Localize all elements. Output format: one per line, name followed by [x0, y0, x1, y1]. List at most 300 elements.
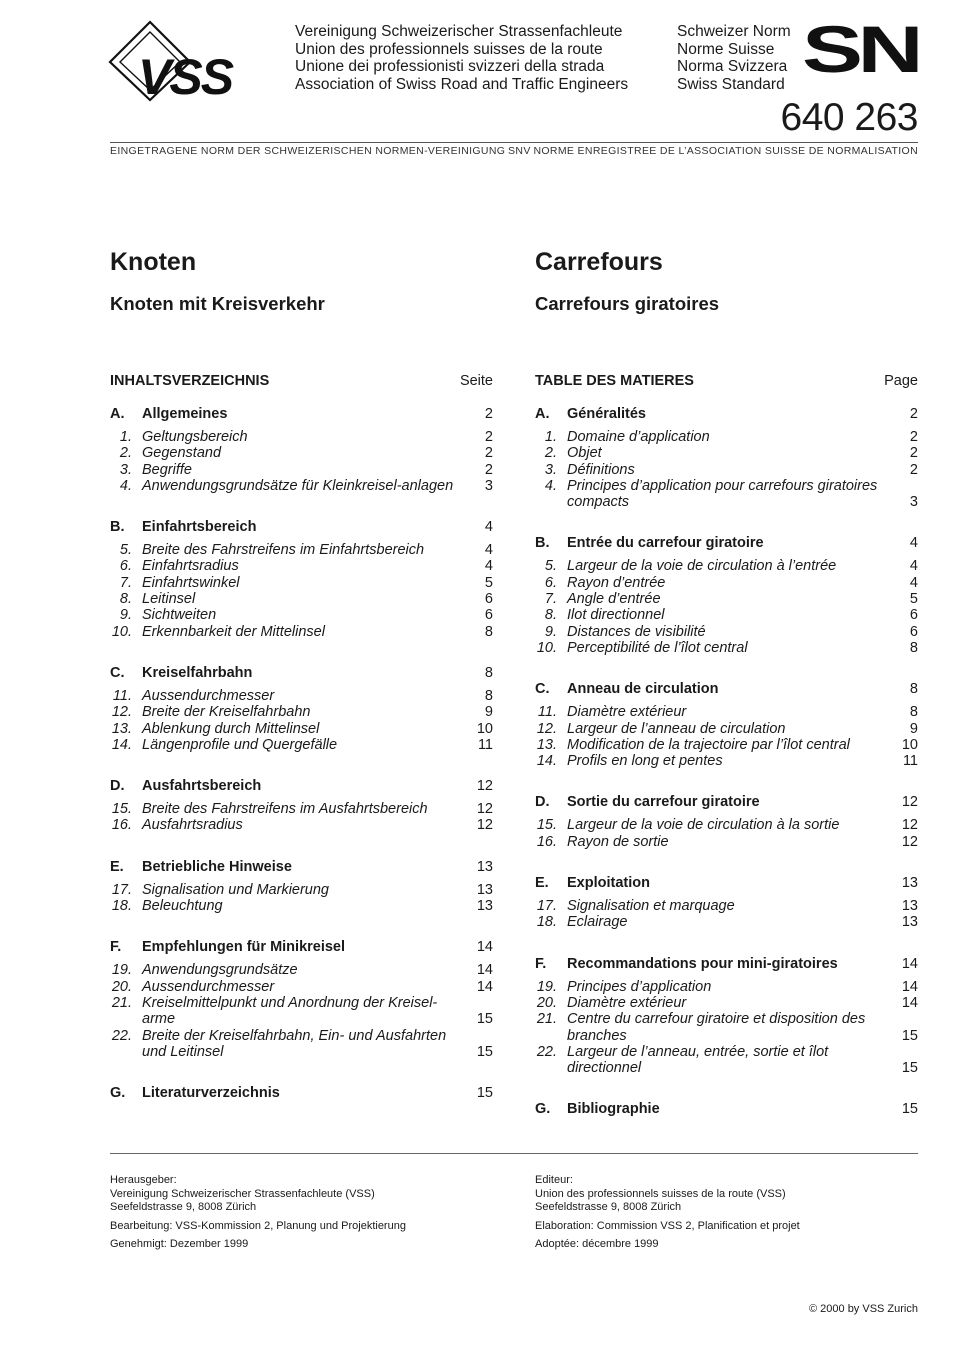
- toc-section-title: Empfehlungen für Minikreisel: [142, 939, 346, 956]
- toc-entry: [110, 462, 493, 478]
- toc-section: [110, 938, 493, 1084]
- toc-section-page: 15: [476, 1085, 493, 1102]
- section-spacer: [110, 834, 493, 858]
- toc-entry-number: 20.: [536, 994, 557, 1011]
- toc-entry-label: Geltungsbereich: [142, 429, 248, 445]
- toc-section: [535, 874, 918, 955]
- toc-entry-label: Eclairage: [567, 914, 628, 931]
- toc-entry-number: 18.: [111, 898, 132, 915]
- editing-de: Bearbeitung: VSS-Kommission 2, Planung und Projektierung: [110, 1219, 406, 1232]
- copyright: © 2000 by VSS Zurich: [809, 1303, 918, 1315]
- toc-entry-page: 15: [476, 1011, 493, 1028]
- toc-entry: [110, 898, 493, 914]
- toc-entry-page: 2: [484, 429, 493, 445]
- toc-entry: [110, 704, 493, 720]
- toc-section-page: 14: [476, 939, 493, 956]
- toc-section-heading: [110, 664, 493, 688]
- toc-section: [110, 664, 493, 777]
- sn-logo: [802, 23, 920, 75]
- toc-entry-number: 15.: [111, 801, 132, 818]
- toc-entry-page: 11: [477, 736, 493, 753]
- publisher-name-fr: Union des professionnels suisses de la route (VSS): [535, 1187, 786, 1200]
- toc-entry: [535, 591, 918, 607]
- toc-section-title: Anneau de circulation: [567, 681, 719, 698]
- toc-entry-number: 4.: [544, 477, 557, 494]
- toc-entry-page: 12: [476, 817, 493, 834]
- toc-section: [110, 1084, 493, 1108]
- sn-logo-text: SN: [802, 23, 919, 75]
- toc-entry-label: Centre du carrefour giratoire et disposition des branches: [567, 1011, 866, 1044]
- toc-entry-number: 6.: [544, 574, 557, 591]
- toc-fr: [535, 405, 918, 1124]
- publisher-address-de: Seefeldstrasse 9, 8008 Zürich: [110, 1201, 257, 1213]
- toc-section-letter: B.: [110, 519, 125, 536]
- toc-entry-label: Einfahrtswinkel: [142, 574, 240, 591]
- toc-section-title: Recommandations pour mini-giratoires: [567, 955, 838, 972]
- toc-section-title: Allgemeines: [142, 406, 228, 422]
- toc-entry: [535, 558, 918, 574]
- toc-entry: [535, 914, 918, 930]
- section-spacer: [535, 1076, 918, 1100]
- toc-entry-number: 15.: [536, 817, 557, 834]
- toc-entry: [535, 898, 918, 914]
- toc-section-title: Bibliographie: [567, 1101, 660, 1118]
- french-column: [535, 246, 918, 1124]
- toc-entry-page: 4: [909, 558, 918, 575]
- approved-fr: Adoptée: décembre 1999: [535, 1238, 659, 1250]
- page-title-de: Knoten: [110, 248, 197, 276]
- toc-entry-page: 14: [476, 962, 493, 979]
- toc-section-heading: [535, 680, 918, 704]
- toc-section-page: 13: [901, 875, 918, 892]
- toc-entry-number: 16.: [111, 817, 132, 834]
- toc-entry-label: Anwendungsgrundsätze: [142, 962, 298, 979]
- toc-entry-label: Diamètre extérieur: [567, 994, 687, 1011]
- toc-entry-label: Principes d’application pour carrefours giratoires compacts: [567, 477, 878, 511]
- toc-entry-label: Domaine d’application: [567, 429, 710, 445]
- toc-entry-page: 6: [484, 607, 493, 624]
- publisher-label-de: Herausgeber:: [110, 1174, 177, 1186]
- toc-section-page: 12: [476, 778, 493, 795]
- toc-entry-number: 14.: [111, 736, 132, 753]
- norm-type-de: Schweizer Norm: [677, 23, 791, 40]
- toc-entry-page: 12: [901, 817, 918, 834]
- toc-section-letter: G.: [110, 1085, 126, 1102]
- toc-entry: [110, 429, 493, 445]
- toc-entry: [110, 817, 493, 833]
- toc-entry-page: 5: [484, 574, 493, 591]
- toc-entry-label: Rayon de sortie: [567, 833, 669, 850]
- association-de: Vereinigung Schweizerischer Strassenfachleute: [295, 23, 623, 40]
- toc-entry-page: 3: [484, 477, 493, 494]
- german-column: [110, 246, 493, 1108]
- toc-entry: [110, 721, 493, 737]
- toc-entry-page: 14: [901, 994, 918, 1011]
- toc-entry: [110, 801, 493, 817]
- toc-entry-page: 2: [909, 445, 918, 462]
- toc-entry-label: Breite des Fahrstreifens im Ausfahrtsbereich: [142, 801, 428, 818]
- toc-section: [110, 777, 493, 858]
- toc-section-page: 13: [476, 858, 493, 875]
- toc-entry-page: 2: [484, 461, 493, 478]
- toc-entry-number: 21.: [536, 1011, 557, 1028]
- vss-logo: [108, 20, 288, 102]
- toc-entry-number: 12.: [536, 720, 557, 737]
- toc-section-heading: [110, 518, 493, 542]
- toc-entry-label: Einfahrtsradius: [142, 558, 239, 575]
- registered-fr: NORME ENREGISTREE DE L’ASSOCIATION SUISSE DE NORMALISATION: [533, 145, 918, 157]
- toc-entry-label: Aussendurchmesser: [142, 978, 275, 995]
- toc-section-title: Ausfahrtsbereich: [142, 778, 262, 795]
- toc-entry: [535, 429, 918, 445]
- toc-section-heading: [535, 405, 918, 429]
- toc-section: [110, 405, 493, 518]
- toc-entry: [110, 962, 493, 978]
- toc-entry: [535, 817, 918, 833]
- toc-section-title: Généralités: [567, 406, 646, 422]
- toc-entry-page: 2: [909, 429, 918, 445]
- toc-entry-page: 15: [476, 1043, 493, 1060]
- toc-entry: [535, 704, 918, 720]
- toc-section-letter: D.: [110, 778, 125, 795]
- toc-section: [535, 793, 918, 874]
- toc-entry: [110, 558, 493, 574]
- norm-number: 640 263: [780, 96, 918, 139]
- toc-entry-label: Angle d’entrée: [567, 591, 661, 608]
- toc-entry: [110, 1028, 493, 1061]
- toc-entry-number: 10.: [111, 623, 132, 640]
- toc-section-page: 14: [901, 955, 918, 972]
- toc-entry-number: 11.: [112, 687, 132, 704]
- toc-entry-page: 13: [901, 914, 918, 931]
- toc-entry-number: 19.: [536, 978, 557, 995]
- toc-section-heading: [535, 534, 918, 558]
- toc-entry-label: Principes d’application: [567, 978, 712, 995]
- toc-entry-number: 4.: [119, 477, 132, 494]
- toc-entry: [110, 979, 493, 995]
- toc-entry: [535, 575, 918, 591]
- toc-section-heading: [535, 793, 918, 817]
- toc-section-letter: A.: [535, 406, 550, 422]
- toc-entry-number: 5.: [119, 542, 132, 559]
- toc-entry-label: Largeur de la voie de circulation à l’entrée: [567, 558, 837, 575]
- toc-entry-label: Ablenkung durch Mittelinsel: [142, 720, 320, 737]
- toc-entry-page: 8: [484, 687, 493, 704]
- toc-section-letter: E.: [110, 858, 124, 875]
- toc-entry-number: 22.: [536, 1043, 557, 1060]
- toc-entry: [535, 1044, 918, 1077]
- toc-section: [535, 955, 918, 1101]
- toc-section-page: 15: [901, 1101, 918, 1118]
- toc-entry-number: 9.: [544, 623, 557, 640]
- toc-entry-label: Modification de la trajectoire par l’îlot central: [567, 736, 850, 753]
- toc-entry-page: 5: [909, 591, 918, 608]
- toc-entry-label: Ilot directionnel: [567, 607, 665, 624]
- norm-type-en: Swiss Standard: [677, 75, 785, 93]
- toc-entry: [535, 624, 918, 640]
- registered-norm-line: [110, 145, 918, 157]
- toc-entry-page: 12: [901, 833, 918, 850]
- toc-entry: [110, 607, 493, 623]
- toc-entry: [110, 591, 493, 607]
- toc-entry-label: Largeur de l’anneau, entrée, sortie et îlot directionnel: [567, 1043, 829, 1077]
- toc-entry-page: 2: [484, 445, 493, 462]
- toc-entry-page: 14: [476, 978, 493, 995]
- toc-entry: [535, 1011, 918, 1044]
- toc-section-page: 4: [909, 535, 918, 552]
- toc-entry-number: 13.: [111, 720, 132, 737]
- section-spacer: [535, 510, 918, 534]
- toc-entry: [110, 445, 493, 461]
- toc-entry-label: Définitions: [567, 461, 635, 478]
- toc-entry-number: 7.: [544, 591, 557, 608]
- publisher-name-de: Vereinigung Schweizerischer Strassenfachleute (VSS): [110, 1187, 375, 1200]
- toc-entry-number: 10.: [536, 639, 557, 656]
- registered-de: EINGETRAGENE NORM DER SCHWEIZERISCHEN NORMEN-VEREINIGUNG: [110, 145, 506, 157]
- footer-divider: [110, 1153, 918, 1154]
- toc-entry-label: Leitinsel: [142, 591, 196, 608]
- section-spacer: [535, 931, 918, 955]
- toc-entry-page: 13: [476, 881, 493, 898]
- toc-entry-number: 22.: [111, 1027, 132, 1044]
- toc-entry-page: 14: [901, 978, 918, 995]
- toc-entry-label: Profils en long et pentes: [567, 753, 723, 770]
- publisher-address-fr: Seefeldstrasse 9, 8008 Zürich: [535, 1201, 682, 1213]
- section-spacer: [535, 850, 918, 874]
- toc-de: [110, 405, 493, 1108]
- toc-entry-label: Gegenstand: [142, 445, 222, 462]
- toc-section-letter: E.: [535, 875, 549, 892]
- toc-entry-page: 4: [909, 574, 918, 591]
- toc-entry: [535, 753, 918, 769]
- toc-section-page: 8: [484, 664, 493, 681]
- toc-entry-label: Diamètre extérieur: [567, 704, 687, 721]
- toc-entry-number: 3.: [119, 461, 132, 478]
- toc-entry-number: 19.: [111, 962, 132, 979]
- registered-snv: SNV: [508, 145, 531, 157]
- toc-entry-label: Distances de visibilité: [567, 623, 706, 640]
- toc-entry-number: 3.: [544, 461, 557, 478]
- toc-entry-page: 12: [476, 801, 493, 818]
- toc-entry: [110, 478, 493, 494]
- publisher-label-fr: Editeur:: [535, 1174, 573, 1186]
- page-subtitle-de: Knoten mit Kreisverkehr: [110, 293, 325, 314]
- norm-type-it: Norma Svizzera: [677, 58, 788, 76]
- toc-section-letter: C.: [535, 681, 550, 698]
- toc-entry-page: 8: [909, 639, 918, 656]
- toc-section-title: Kreiselfahrbahn: [142, 664, 253, 681]
- toc-entry-page: 15: [901, 1060, 918, 1077]
- toc-section-title: Literaturverzeichnis: [142, 1085, 280, 1102]
- toc-entry-page: 2: [909, 461, 918, 478]
- approved-de: Genehmigt: Dezember 1999: [110, 1238, 249, 1250]
- toc-section-heading: [110, 858, 493, 882]
- toc-entry: [535, 462, 918, 478]
- toc-entry: [110, 575, 493, 591]
- toc-entry-label: Breite des Fahrstreifens im Einfahrtsbereich: [142, 542, 425, 559]
- toc-entry-label: Objet: [567, 445, 602, 462]
- toc-entry-page: 9: [484, 704, 493, 721]
- toc-entry: [535, 721, 918, 737]
- toc-entry: [535, 737, 918, 753]
- toc-entry-label: Aussendurchmesser: [142, 687, 275, 704]
- toc-section-heading: [535, 874, 918, 898]
- toc-entry-label: Erkennbarkeit der Mittelinsel: [142, 623, 325, 640]
- page-column-label-fr: Page: [884, 373, 918, 389]
- section-spacer: [110, 1060, 493, 1084]
- vss-logo-text: VSS: [138, 49, 233, 102]
- toc-section-heading: [110, 938, 493, 962]
- toc-entry: [110, 995, 493, 1028]
- toc-entry-number: 12.: [111, 704, 132, 721]
- toc-entry-number: 11.: [537, 704, 557, 721]
- page-subtitle-fr: Carrefours giratoires: [535, 293, 720, 314]
- toc-entry-number: 8.: [544, 607, 557, 624]
- toc-section-letter: G.: [535, 1101, 551, 1118]
- toc-entry-label: Rayon d’entrée: [567, 574, 666, 591]
- toc-entry-number: 17.: [111, 881, 132, 898]
- toc-section-title: Einfahrtsbereich: [142, 519, 257, 536]
- publisher-info-de: [110, 1174, 510, 1257]
- norm-type-fr: Norme Suisse: [677, 40, 775, 58]
- toc-section-page: 12: [901, 794, 918, 811]
- toc-section: [535, 680, 918, 793]
- toc-section-page: 2: [909, 406, 918, 422]
- toc-label-fr: TABLE DES MATIERES: [535, 373, 694, 389]
- toc-section-page: 8: [909, 681, 918, 698]
- association-it: Unione dei professionisti svizzeri della strada: [295, 58, 605, 76]
- toc-section-title: Betriebliche Hinweise: [142, 858, 292, 875]
- toc-section-heading: [535, 955, 918, 979]
- toc-entry-page: 15: [901, 1027, 918, 1044]
- toc-entry-number: 9.: [119, 607, 132, 624]
- toc-entry-page: 6: [484, 591, 493, 608]
- toc-section-heading: [110, 777, 493, 801]
- toc-entry-number: 16.: [536, 833, 557, 850]
- toc-entry-label: Breite der Kreiselfahrbahn, Ein- und Ausfahrten und Leitinsel: [142, 1027, 447, 1060]
- header-divider: [110, 142, 918, 143]
- page-column-label-de: Seite: [459, 373, 493, 389]
- toc-entry-number: 7.: [119, 574, 132, 591]
- association-names: [295, 23, 628, 93]
- toc-entry-label: Ausfahrtsradius: [142, 817, 243, 834]
- toc-entry-page: 9: [909, 720, 918, 737]
- toc-section: [110, 858, 493, 939]
- section-spacer: [110, 914, 493, 938]
- toc-entry-page: 10: [901, 736, 918, 753]
- toc-header-de: [110, 372, 493, 405]
- toc-section-letter: F.: [110, 939, 122, 956]
- toc-entry-label: Perceptibilité de l’îlot central: [567, 639, 748, 656]
- toc-entry-number: 1.: [544, 429, 557, 445]
- toc-entry-number: 21.: [111, 994, 132, 1011]
- toc-entry-label: Sichtweiten: [142, 607, 217, 624]
- toc-section-page: 4: [484, 519, 493, 536]
- toc-entry: [535, 640, 918, 656]
- toc-entry-page: 11: [902, 753, 918, 770]
- toc-section: [535, 1100, 918, 1124]
- section-spacer: [110, 753, 493, 777]
- toc-section-page: 2: [484, 406, 493, 422]
- toc-section: [110, 518, 493, 664]
- toc-section-title: Entrée du carrefour giratoire: [567, 535, 764, 552]
- toc-entry: [535, 445, 918, 461]
- toc-section-heading: [110, 405, 493, 429]
- section-spacer: [110, 494, 493, 518]
- toc-entry-page: 6: [909, 607, 918, 624]
- toc-section-letter: D.: [535, 794, 550, 811]
- toc-entry-label: Längenprofile und Quergefälle: [142, 736, 338, 753]
- toc-entry: [110, 737, 493, 753]
- toc-section-title: Sortie du carrefour giratoire: [567, 794, 760, 811]
- norm-type-list: [677, 23, 791, 93]
- toc-entry-page: 4: [484, 558, 493, 575]
- publisher-info-fr: [535, 1174, 935, 1257]
- toc-entry-number: 18.: [536, 914, 557, 931]
- toc-entry: [110, 542, 493, 558]
- toc-entry-number: 1.: [119, 429, 132, 445]
- toc-entry: [110, 882, 493, 898]
- section-spacer: [110, 640, 493, 664]
- toc-entry-label: Breite der Kreiselfahrbahn: [142, 704, 311, 721]
- toc-entry-label: Kreiselmittelpunkt und Anordnung der Kreisel-arme: [142, 994, 438, 1028]
- toc-entry-label: Signalisation und Markierung: [142, 881, 329, 898]
- toc-section: [535, 405, 918, 534]
- toc-entry-number: 14.: [536, 753, 557, 770]
- toc-label-de: INHALTSVERZEICHNIS: [110, 373, 270, 389]
- toc-section-letter: C.: [110, 664, 125, 681]
- toc-entry-label: Largeur de la voie de circulation à la sortie: [567, 817, 840, 834]
- toc-entry: [110, 624, 493, 640]
- toc-section-letter: A.: [110, 406, 125, 422]
- toc-entry-page: 8: [909, 704, 918, 721]
- toc-entry-page: 4: [484, 542, 493, 559]
- page-title-fr: Carrefours: [535, 248, 663, 276]
- toc-entry-label: Signalisation et marquage: [567, 898, 735, 915]
- toc-entry-label: Anwendungsgrundsätze für Kleinkreisel-anlagen: [142, 477, 454, 494]
- association-fr: Union des professionnels suisses de la route: [295, 40, 603, 58]
- toc-entry-number: 2.: [119, 445, 132, 462]
- toc-entry-page: 3: [909, 494, 918, 511]
- toc-section-letter: F.: [535, 955, 547, 972]
- section-spacer: [535, 769, 918, 793]
- toc-entry-number: 8.: [119, 591, 132, 608]
- editing-fr: Elaboration: Commission VSS 2, Planification et projet: [535, 1219, 800, 1232]
- toc-section-title: Exploitation: [567, 875, 650, 892]
- toc-entry-label: Largeur de l’anneau de circulation: [567, 720, 786, 737]
- toc-entry: [535, 834, 918, 850]
- toc-entry-page: 13: [476, 898, 493, 915]
- toc-entry-page: 13: [901, 898, 918, 915]
- toc-entry: [535, 478, 918, 511]
- toc-entry-number: 20.: [111, 978, 132, 995]
- toc-entry-label: Begriffe: [142, 461, 192, 478]
- toc-entry-page: 8: [484, 623, 493, 640]
- association-en: Association of Swiss Road and Traffic Engineers: [295, 75, 629, 93]
- toc-section: [535, 534, 918, 680]
- toc-entry-number: 6.: [119, 558, 132, 575]
- toc-header-fr: [535, 372, 918, 405]
- toc-section-heading: [535, 1100, 918, 1124]
- toc-entry-page: 10: [476, 720, 493, 737]
- toc-entry: [535, 979, 918, 995]
- toc-entry-number: 13.: [536, 736, 557, 753]
- toc-entry-number: 5.: [544, 558, 557, 575]
- toc-entry: [535, 607, 918, 623]
- toc-entry-number: 17.: [536, 898, 557, 915]
- toc-section-heading: [110, 1084, 493, 1108]
- toc-entry-number: 2.: [544, 445, 557, 462]
